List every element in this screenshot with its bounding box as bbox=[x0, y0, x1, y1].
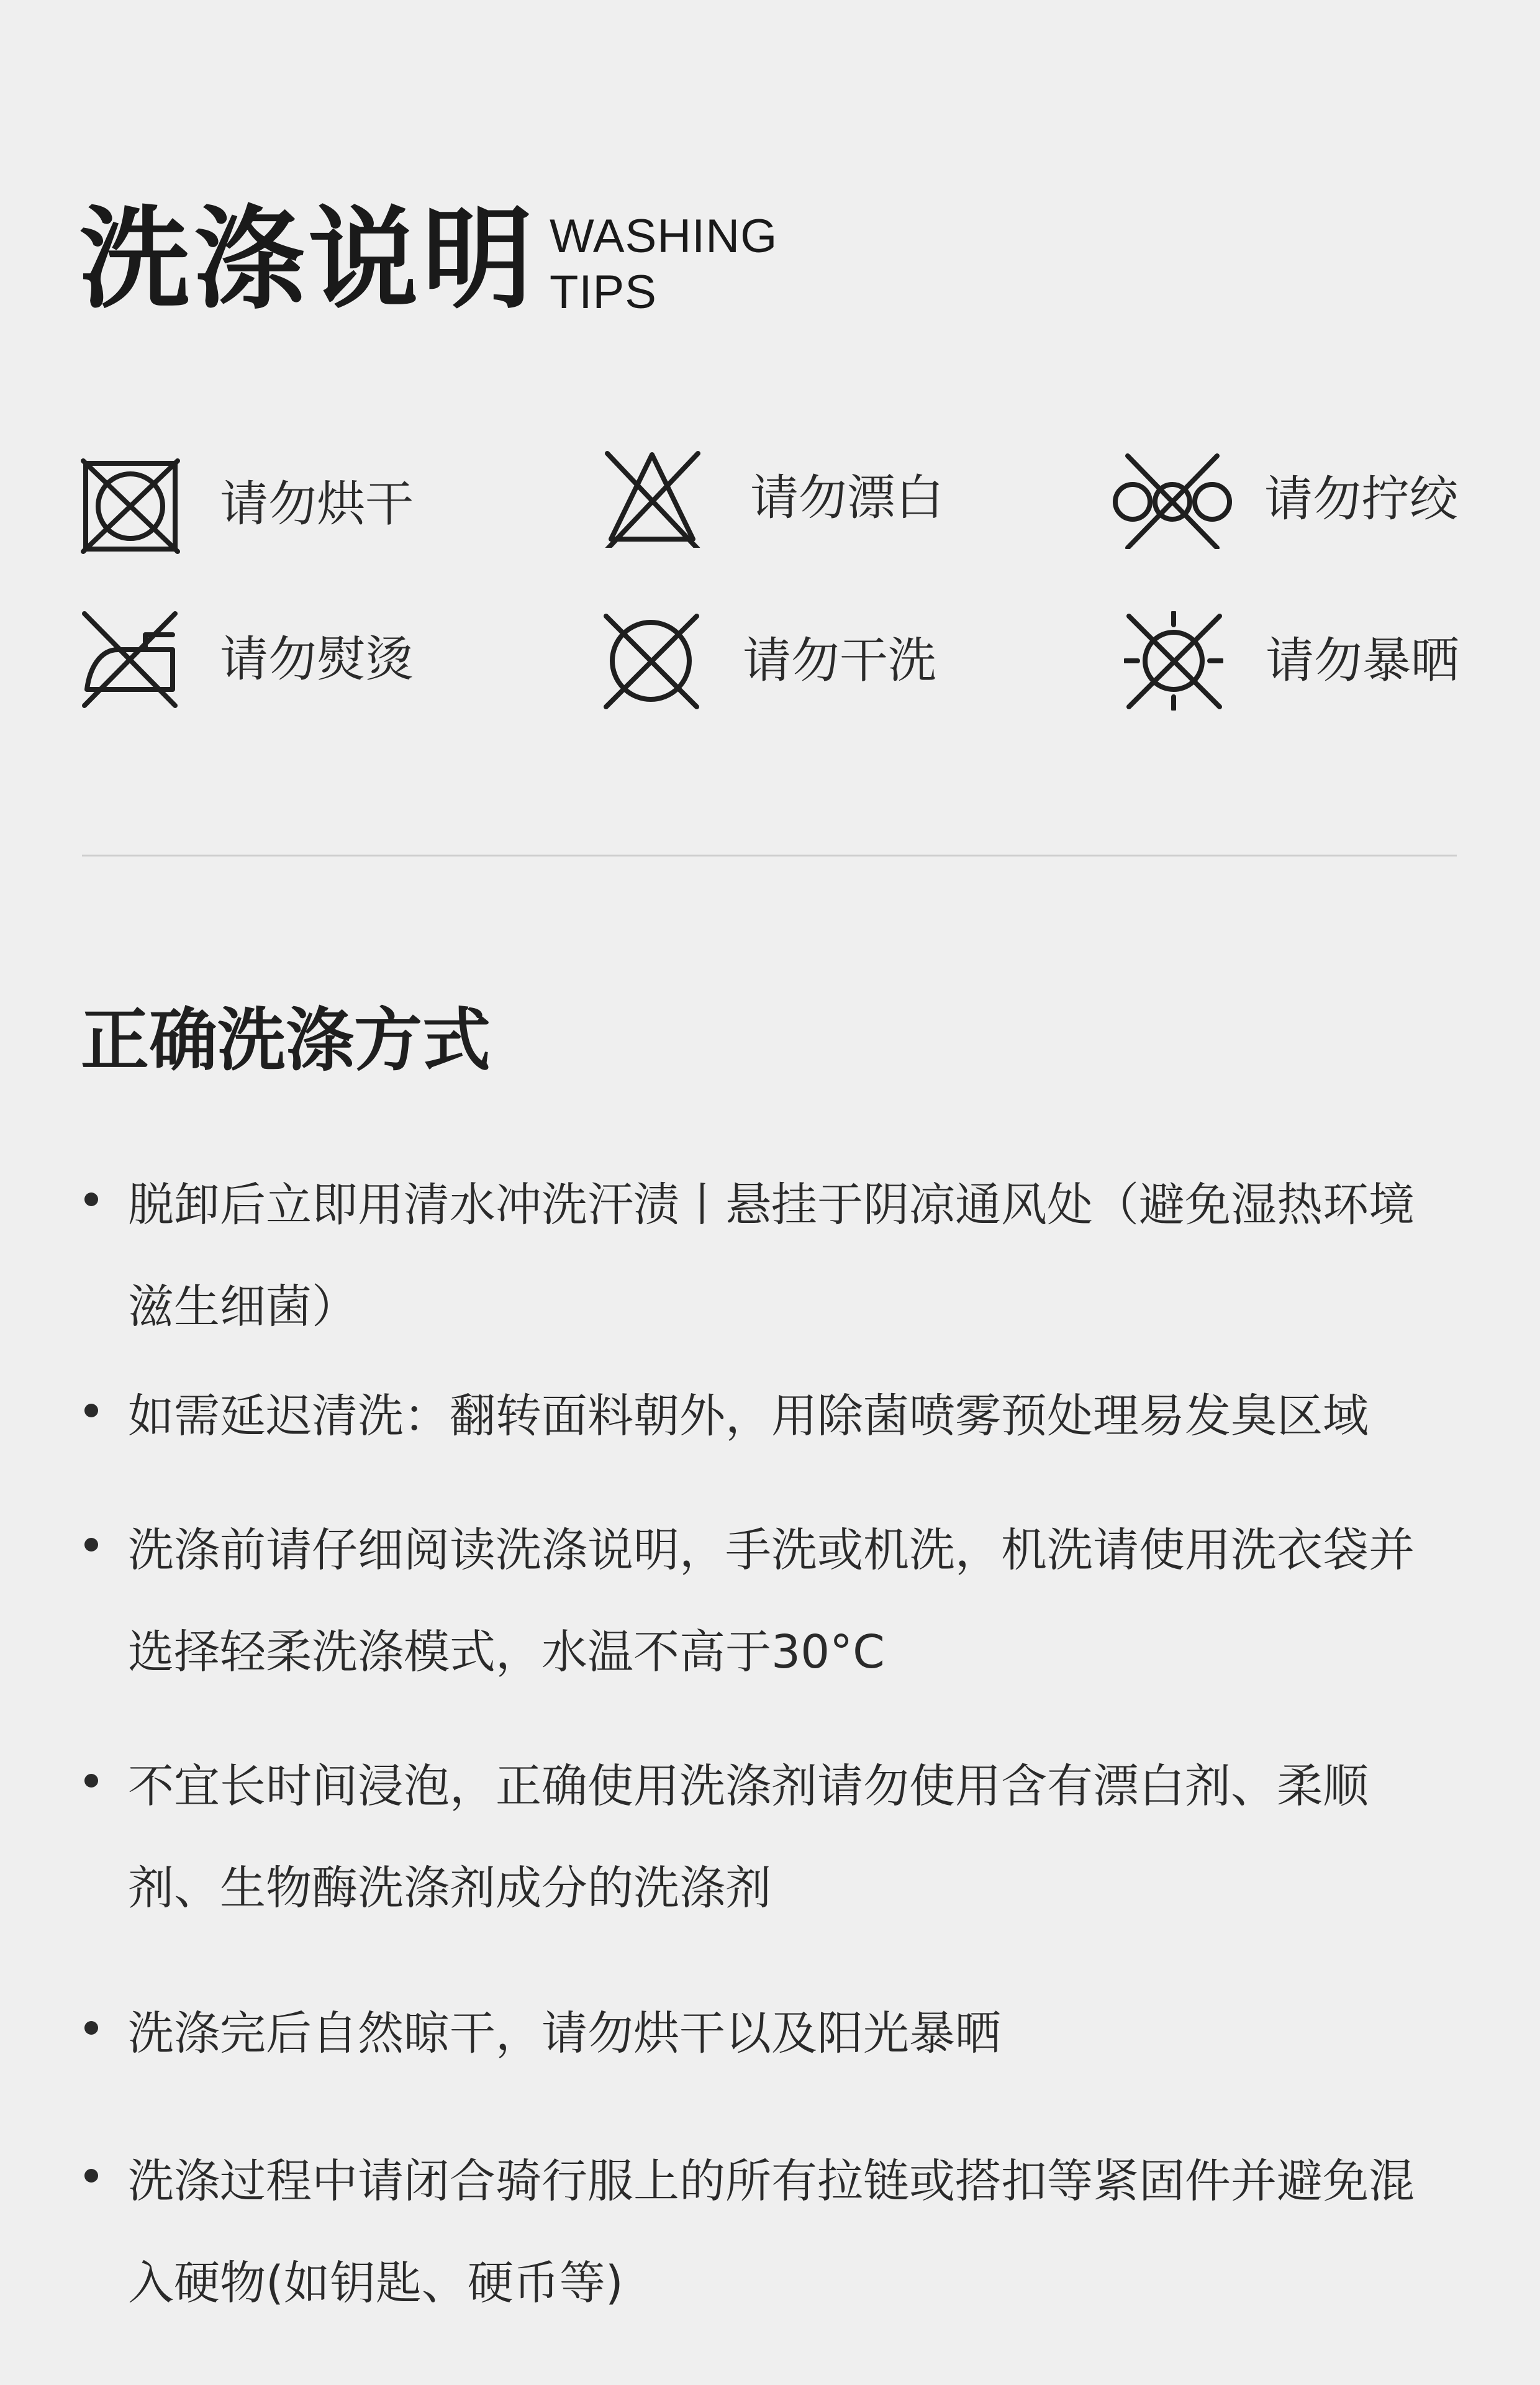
method-text: 洗涤前请仔细阅读洗涤说明，手洗或机洗，机洗请使用洗衣袋并选择轻柔洗涤模式，水温不高于30°C bbox=[128, 1524, 1415, 1679]
bullet-dot bbox=[84, 1538, 98, 1551]
care-label-no-dry-clean: 请勿干洗 bbox=[743, 633, 937, 689]
no-sun-exposure-icon bbox=[1124, 611, 1223, 711]
bullet-dot bbox=[84, 2169, 98, 2183]
bullet-dot bbox=[84, 2021, 98, 2035]
bullet-dot bbox=[84, 1404, 98, 1417]
bullet-dot bbox=[84, 1774, 98, 1788]
method-text: 不宜长时间浸泡，正确使用洗涤剂请勿使用含有漂白剂、柔顺剂、生物酶洗涤剂成分的洗涤剂 bbox=[128, 1760, 1369, 1915]
care-label-no-bleach: 请勿漂白 bbox=[750, 470, 944, 526]
section-title: 正确洗涤方式 bbox=[81, 1001, 491, 1080]
no-dry-clean-icon bbox=[601, 611, 700, 711]
method-text: 脱卸后立即用清水冲洗汗渍丨悬挂于阴凉通风处（避免湿热环境滋生细菌） bbox=[128, 1178, 1415, 1333]
method-text: 洗涤过程中请闭合骑行服上的所有拉链或搭扣等紧固件并避免混入硬物(如钥匙、硬币等) bbox=[128, 2155, 1415, 2310]
care-label-no-sun-exposure: 请勿暴晒 bbox=[1266, 633, 1460, 689]
subtitle-line-2: TIPS bbox=[550, 266, 657, 319]
care-label-no-wring: 请勿拧绞 bbox=[1264, 471, 1459, 527]
care-label-no-tumble-dry: 请勿烘干 bbox=[220, 476, 414, 532]
care-label-no-iron: 请勿熨烫 bbox=[220, 632, 414, 688]
no-bleach-icon bbox=[602, 448, 702, 548]
no-iron-icon bbox=[81, 610, 180, 709]
no-wring-icon bbox=[1110, 450, 1234, 549]
method-text: 如需延迟清洗：翻转面料朝外，用除菌喷雾预处理易发臭区域 bbox=[128, 1389, 1369, 1443]
subtitle-line-1: WASHING bbox=[550, 210, 778, 263]
page-subtitle bbox=[550, 209, 777, 320]
divider bbox=[82, 855, 1457, 856]
method-text: 洗涤完后自然晾干，请勿烘干以及阳光暴晒 bbox=[128, 2007, 1001, 2060]
no-tumble-dry-icon bbox=[81, 455, 180, 554]
page-title: 洗涤说明 bbox=[79, 195, 537, 324]
bullet-dot bbox=[84, 1192, 98, 1206]
